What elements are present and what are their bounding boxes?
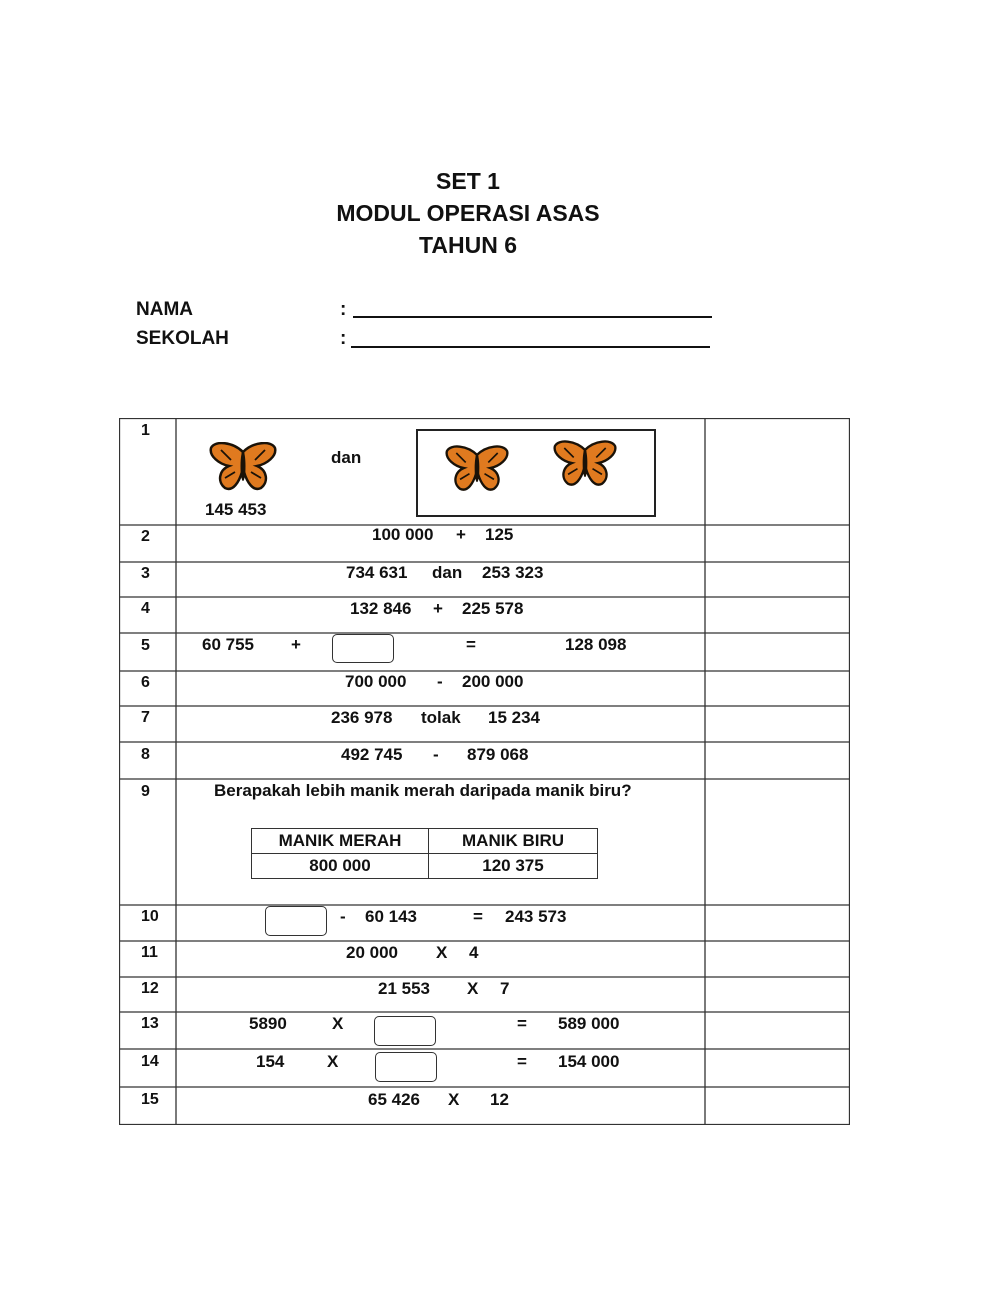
year-title: TAHUN 6: [419, 232, 517, 258]
q4-operand-a: 132 846: [350, 599, 412, 618]
q14-operand-a: 154: [256, 1052, 285, 1071]
name-colon: :: [340, 299, 347, 320]
q2-operand-a: 100 000: [372, 525, 434, 544]
name-field[interactable]: [353, 316, 712, 318]
q11-operator: X: [436, 943, 448, 962]
q1-left-number: 145 453: [205, 500, 267, 519]
school-colon: :: [340, 328, 347, 349]
question-table: [119, 418, 850, 1125]
question-number: 12: [141, 980, 159, 997]
q9-col1-header: MANIK MERAH: [252, 829, 429, 854]
q5-operand-a: 60 755: [202, 635, 254, 654]
set-title: SET 1: [436, 168, 500, 194]
q8-operand-a: 492 745: [341, 745, 403, 764]
q9-col2-value: 120 375: [429, 854, 598, 879]
q6-operand-a: 700 000: [345, 672, 407, 691]
q5-result: 128 098: [565, 635, 627, 654]
q15-operand-a: 65 426: [368, 1090, 420, 1109]
question-number: 11: [141, 944, 158, 961]
q10-equals: =: [473, 907, 483, 926]
q7-operand-b: 15 234: [488, 708, 540, 727]
q10-result: 243 573: [505, 907, 567, 926]
q3-operand-b: 253 323: [482, 563, 544, 582]
q4-operand-b: 225 578: [462, 599, 524, 618]
question-number: 7: [141, 709, 150, 726]
butterfly-icon: [209, 442, 277, 492]
q7-operand-a: 236 978: [331, 708, 393, 727]
module-title: MODUL OPERASI ASAS: [336, 200, 600, 226]
q9-question: Berapakah lebih manik merah daripada manik biru?: [214, 781, 632, 800]
q2-operator: +: [456, 525, 466, 544]
question-number: 4: [141, 600, 150, 617]
q5-operator: +: [291, 635, 301, 654]
q14-result: 154 000: [558, 1052, 620, 1071]
q1-connector: dan: [331, 448, 362, 467]
q2-operand-b: 125: [485, 525, 514, 544]
question-number: 14: [141, 1053, 159, 1070]
q15-operand-b: 12: [490, 1090, 509, 1109]
question-number: 1: [141, 422, 150, 439]
q9-beads-table: [251, 828, 598, 879]
question-number: 2: [141, 528, 150, 545]
answer-box[interactable]: [332, 634, 394, 663]
q14-equals: =: [517, 1052, 527, 1071]
question-number: 3: [141, 565, 150, 582]
school-field[interactable]: [351, 346, 710, 348]
answer-box[interactable]: [265, 906, 327, 936]
question-number: 5: [141, 637, 150, 654]
q11-operand-a: 20 000: [346, 943, 398, 962]
q3-operand-a: 734 631: [346, 563, 408, 582]
q13-operator: X: [332, 1014, 344, 1033]
answer-box[interactable]: [375, 1052, 437, 1082]
question-number: 8: [141, 746, 150, 763]
q6-operator: -: [437, 672, 443, 691]
q12-operand-a: 21 553: [378, 979, 430, 998]
q7-operator: tolak: [421, 708, 461, 727]
q15-operator: X: [448, 1090, 460, 1109]
q4-operator: +: [433, 599, 443, 618]
q8-operator: -: [433, 745, 439, 764]
q12-operand-b: 7: [500, 979, 510, 998]
q9-col1-value: 800 000: [252, 854, 429, 879]
q10-operand-b: 60 143: [365, 907, 417, 926]
school-label: SEKOLAH: [136, 328, 229, 349]
answer-box[interactable]: [374, 1016, 436, 1046]
butterfly-icon: [553, 440, 617, 488]
question-number: 15: [141, 1091, 159, 1108]
q13-result: 589 000: [558, 1014, 620, 1033]
name-label: NAMA: [136, 299, 193, 320]
q3-operator: dan: [432, 563, 463, 582]
q5-equals: =: [466, 635, 476, 654]
q10-operator: -: [340, 907, 346, 926]
question-number: 13: [141, 1015, 159, 1032]
question-number: 9: [141, 783, 150, 800]
q11-operand-b: 4: [469, 943, 479, 962]
q14-operator: X: [327, 1052, 339, 1071]
question-number: 10: [141, 908, 159, 925]
butterfly-icon: [445, 445, 509, 493]
question-number: 6: [141, 674, 150, 691]
q8-operand-b: 879 068: [467, 745, 529, 764]
q9-col2-header: MANIK BIRU: [429, 829, 598, 854]
q12-operator: X: [467, 979, 479, 998]
q13-equals: =: [517, 1014, 527, 1033]
q13-operand-a: 5890: [249, 1014, 287, 1033]
q6-operand-b: 200 000: [462, 672, 524, 691]
